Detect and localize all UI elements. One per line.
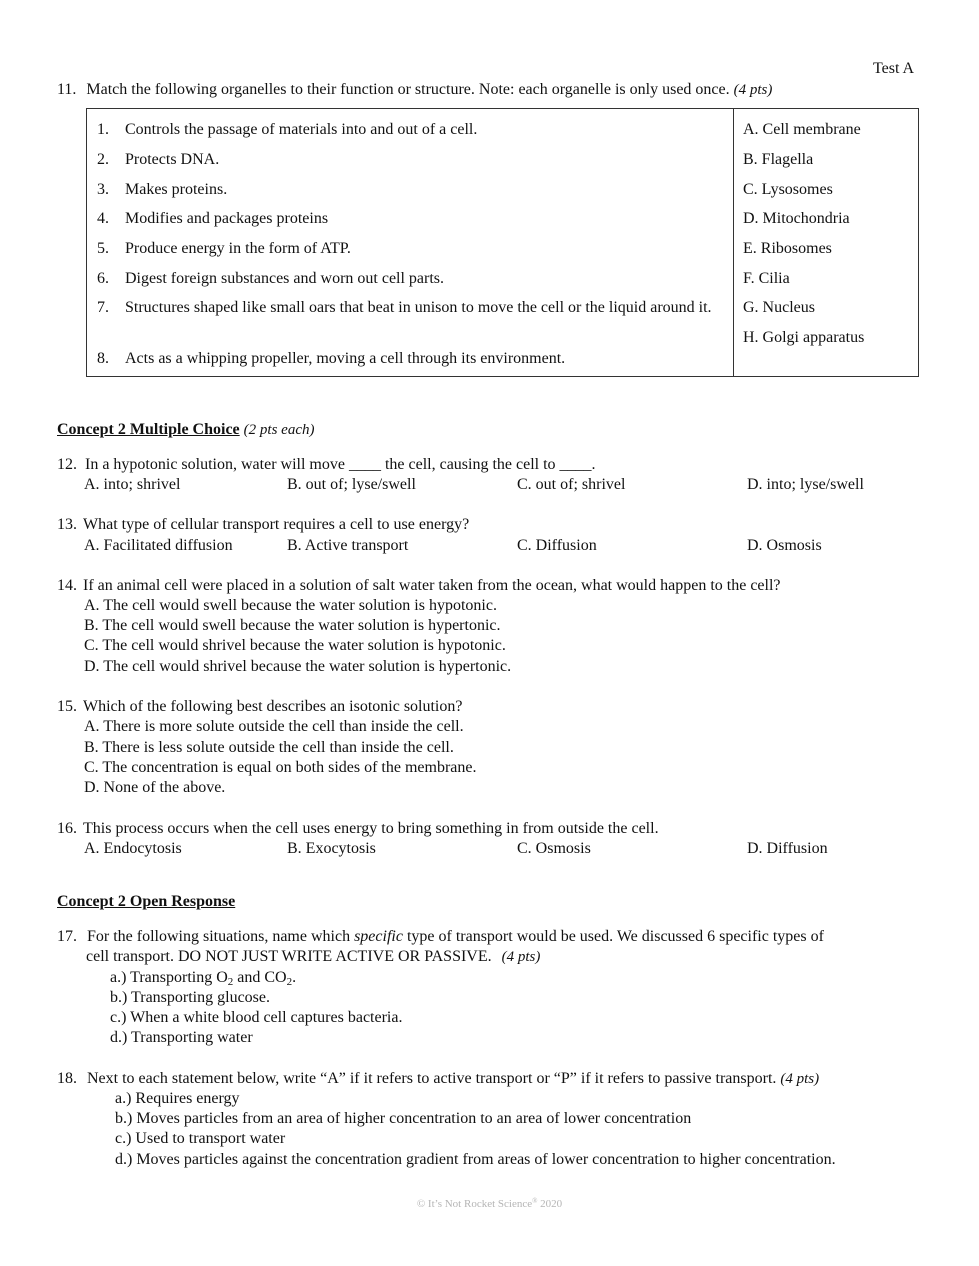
- choice: D. into; lyse/swell: [747, 476, 864, 493]
- question-17: 17. For the following situations, name which specific type of transport would be used. We discussed 6 specific types of: [57, 928, 824, 945]
- choice: D. Diffusion: [747, 840, 828, 857]
- question-prompt: Match the following organelles to their function or structure. Note: each organelle is only used once.: [86, 81, 730, 98]
- choice: A. There is more solute outside the cell than inside the cell.: [84, 718, 464, 735]
- choice: C. The concentration is equal on both sides of the membrane.: [84, 759, 477, 776]
- sub-item: c.) When a white blood cell captures bacteria.: [110, 1009, 403, 1026]
- choice: C. out of; shrivel: [517, 476, 626, 493]
- table-divider: [733, 109, 734, 376]
- section-heading-multiple-choice: [57, 420, 314, 440]
- organelle-option: A. Cell membrane: [743, 121, 861, 138]
- points-label: (2 pts each): [243, 422, 315, 438]
- organelle-option: C. Lysosomes: [743, 181, 833, 198]
- sub-item: a.) Requires energy: [115, 1090, 240, 1107]
- question-12: 12. In a hypotonic solution, water will move ____ the cell, causing the cell to ____.: [57, 456, 596, 473]
- choice: A. Facilitated diffusion: [84, 537, 233, 554]
- question-13: 13. What type of cellular transport requires a cell to use energy?: [57, 516, 470, 533]
- question-15: 15. Which of the following best describes an isotonic solution?: [57, 698, 463, 715]
- choice: B. The cell would swell because the water solution is hypertonic.: [84, 617, 501, 634]
- question-17-line2: cell transport. DO NOT JUST WRITE ACTIVE OR PASSIVE. (4 pts): [86, 948, 541, 965]
- choice: A. into; shrivel: [84, 476, 181, 493]
- sub-item: d.) Transporting water: [110, 1029, 253, 1046]
- sub-item: b.) Moves particles from an area of higher concentration to an area of lower concentration: [115, 1110, 692, 1127]
- choice: C. Osmosis: [517, 840, 591, 857]
- question-number: 11.: [57, 81, 77, 98]
- sub-item: c.) Used to transport water: [115, 1130, 286, 1147]
- choice: C. Diffusion: [517, 537, 597, 554]
- test-label: Test A: [873, 60, 915, 77]
- sub-item: b.) Transporting glucose.: [110, 989, 270, 1006]
- choice: A. Endocytosis: [84, 840, 182, 857]
- organelle-option: D. Mitochondria: [743, 210, 850, 227]
- question-11: [57, 80, 772, 100]
- organelle-option: G. Nucleus: [743, 299, 815, 316]
- section-heading-open-response: Concept 2 Open Response: [57, 893, 236, 910]
- choice: C. The cell would shrivel because the water solution is hypotonic.: [84, 637, 506, 654]
- organelle-option: E. Ribosomes: [743, 240, 832, 257]
- points-label: (4 pts): [780, 1071, 820, 1087]
- points-label: (4 pts): [733, 82, 773, 98]
- question-16: 16. This process occurs when the cell uses energy to bring something in from outside the cell.: [57, 820, 659, 837]
- choice: D. None of the above.: [84, 779, 226, 796]
- organelle-option: H. Golgi apparatus: [743, 329, 865, 346]
- organelle-option: F. Cilia: [743, 270, 790, 287]
- choice: B. out of; lyse/swell: [287, 476, 416, 493]
- matching-table: 1. Controls the passage of materials into and out of a cell. 2. Protects DNA. 3. Makes proteins. 4. Modifies and packages proteins 5. Produce energy in the form of ATP. 6. Digest foreign substances and worn out cell parts. 7. Structures shaped like small oars that beat in unison to move the cell or the liquid around it. 8. Acts as a whipping propeller, moving a cell through its environment. A. Cell membrane B. Flagella C. Lysosomes D. Mitochondria E. Ribosomes F. Cilia G. Nucleus H. Golgi apparatus: [86, 108, 919, 377]
- choice: D. The cell would shrivel because the water solution is hypertonic.: [84, 658, 512, 675]
- choice: B. Active transport: [287, 537, 409, 554]
- choice: B. Exocytosis: [287, 840, 376, 857]
- section-title: Concept 2 Multiple Choice: [57, 421, 240, 438]
- question-14: 14. If an animal cell were placed in a solution of salt water taken from the ocean, what would happen to the cell?: [57, 577, 781, 594]
- sub-item: a.) Transporting $O_2$ and $CO_2$.: [110, 969, 297, 988]
- choice: A. The cell would swell because the water solution is hypotonic.: [84, 597, 497, 614]
- choice: D. Osmosis: [747, 537, 822, 554]
- choice: B. There is less solute outside the cell than inside the cell.: [84, 739, 454, 756]
- sub-item: d.) Moves particles against the concentration gradient from areas of lower concentration to higher concentration.: [115, 1151, 836, 1168]
- points-label: (4 pts): [501, 949, 541, 965]
- organelle-option: B. Flagella: [743, 151, 814, 168]
- question-18: 18. Next to each statement below, write “A” if it refers to active transport or “P” if it refers to passive transport. (4 pts): [57, 1070, 820, 1087]
- copyright-footer: © It’s Not Rocket Science® 2020: [416, 1197, 563, 1210]
